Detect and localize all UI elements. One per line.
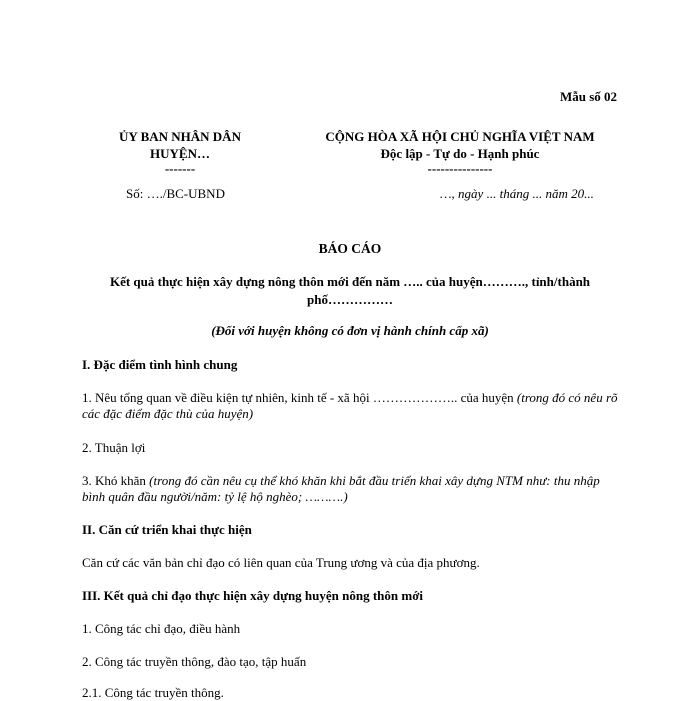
- section-1-item-1-text: 1. Nêu tổng quan về điều kiện tự nhiên, kinh tế - xã hội ……………….. của huyện: [82, 390, 517, 405]
- national-divider: ---------------: [427, 161, 493, 176]
- national-header: [290, 128, 630, 175]
- section-1-item-2: 2. Thuận lợi: [82, 440, 146, 455]
- section-1-item-3-note: (trong đó cần nêu cụ thể khó khăn khi bắt đầu triển khai xây dựng NTM như: thu nhập bình quân đầu người/năm: tỷ lệ hộ nghèo; ……….): [82, 473, 600, 504]
- section-1-item-1-note: (trong đó có nêu rõ các đặc điểm đặc thù của huyện): [82, 390, 618, 421]
- document-title: BÁO CÁO: [318, 241, 382, 256]
- section-1-item-1: [82, 390, 622, 422]
- section-1-item-3-text: 3. Khó khăn: [82, 473, 150, 488]
- agency-divider: -------: [164, 161, 196, 176]
- section-1-heading: I. Đặc điểm tình hình chung: [82, 357, 238, 372]
- form-number: Mẫu số 02: [559, 89, 617, 104]
- agency-line-1: ỦY BAN NHÂN DÂN: [119, 129, 241, 144]
- national-motto: Độc lập - Tự do - Hạnh phúc: [380, 146, 540, 161]
- document-note: (Đối với huyện không có đơn vị hành chính cấp xã): [211, 323, 489, 338]
- section-3-heading: III. Kết quả chỉ đạo thực hiện xây dựng huyện nông thôn mới: [82, 588, 424, 603]
- section-2-heading: II. Căn cứ triển khai thực hiện: [82, 522, 252, 537]
- section-2-text: Căn cứ các văn bản chỉ đạo có liên quan của Trung ương và của địa phương.: [82, 555, 480, 570]
- section-1-item-3: [82, 473, 622, 505]
- section-3-item-2-1: 2.1. Công tác truyền thông.: [82, 685, 224, 700]
- document-subtitle: Kết quả thực hiện xây dựng nông thôn mới đến năm ….. của huyện………., tỉnh/thành phố……………: [109, 274, 591, 307]
- agency-line-2: HUYỆN…: [150, 146, 210, 161]
- section-3-item-2: 2. Công tác truyền thông, đào tạo, tập huấn: [82, 654, 307, 669]
- document-number: Số: …./BC-UBND: [126, 186, 225, 201]
- section-3-item-1: 1. Công tác chỉ đạo, điều hành: [82, 621, 241, 636]
- issuing-agency-header: [100, 128, 260, 175]
- national-title: CỘNG HÒA XÃ HỘI CHỦ NGHĨA VIỆT NAM: [325, 129, 595, 144]
- date-line: …, ngày ... tháng ... năm 20...: [440, 186, 594, 201]
